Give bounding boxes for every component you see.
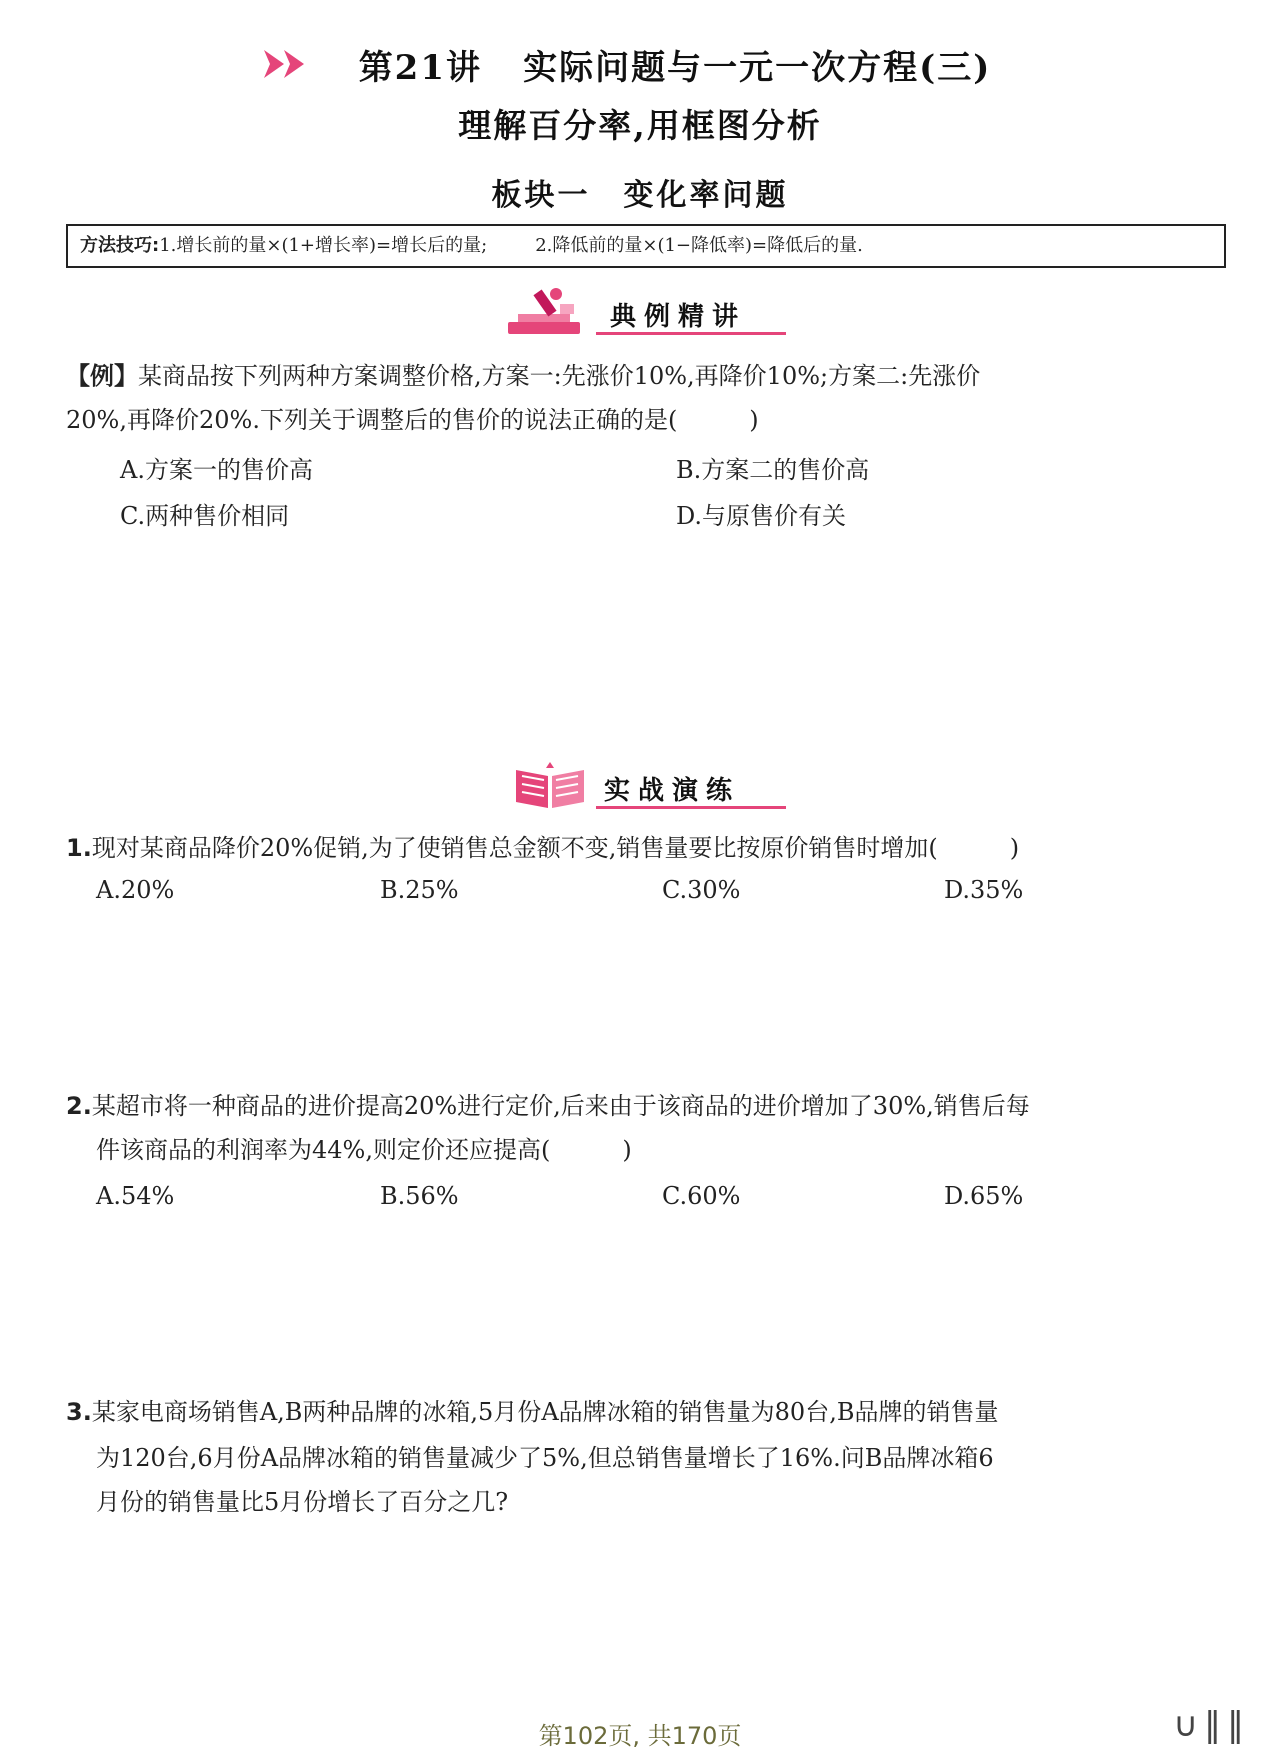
question-3-line-3: 月份的销售量比5月份增长了百分之几? <box>96 1488 509 1516</box>
example-tag: 【例】 <box>66 361 138 390</box>
scroll-control-icons[interactable] <box>1173 1705 1250 1745</box>
q1-option-a: A.20% <box>96 876 175 904</box>
question-text: 某家电商场销售A,B两种品牌的冰箱,5月份A品牌冰箱的销售量为80台,B品牌的销售量 <box>91 1398 999 1426</box>
method-tip-2: 2.降低前的量×(1−降低率)=降低后的量. <box>535 235 863 256</box>
question-text: 现对某商品降价20%促销,为了使销售总金额不变,销售量要比按原价销售时增加( ) <box>91 834 1020 862</box>
practice-badge <box>510 758 790 814</box>
method-label: 方法技巧: <box>80 235 160 256</box>
question-3-line-2: 为120台,6月份A品牌冰箱的销售量减少了5%,但总销售量增长了16%.问B品牌冰箱6 <box>96 1444 994 1472</box>
question-2-line-2: 件该商品的利润率为44%,则定价还应提高( ) <box>96 1136 632 1164</box>
q1-option-c: C.30% <box>662 876 741 904</box>
question-number: 2. <box>66 1092 92 1120</box>
example-option-d: D.与原售价有关 <box>676 502 847 530</box>
question-2 <box>66 1084 1030 1128</box>
q2-option-d: D.65% <box>944 1182 1024 1210</box>
page-indicator: 第102页, 共170页 <box>538 1722 742 1750</box>
q2-option-a: A.54% <box>96 1182 175 1210</box>
method-tips-box <box>66 224 1226 268</box>
example-badge <box>500 284 790 340</box>
q1-option-b: B.25% <box>380 876 459 904</box>
lecture-number: 第21讲 <box>358 48 483 88</box>
badge-underline <box>596 806 786 809</box>
microscope-icon <box>500 284 590 340</box>
example-option-a: A.方案一的售价高 <box>120 456 313 484</box>
question-3 <box>66 1390 998 1434</box>
book-icon <box>510 758 590 814</box>
example-line-2: 20%,再降价20%.下列关于调整后的售价的说法正确的是( ) <box>66 406 759 434</box>
method-tip-1: 1.增长前的量×(1+增长率)=增长后的量; <box>159 235 488 256</box>
question-text: 某超市将一种商品的进价提高20%进行定价,后来由于该商品的进价增加了30%,销售后每 <box>91 1092 1030 1120</box>
question-number: 3. <box>66 1398 92 1426</box>
example-badge-label: 典例精讲 <box>610 302 747 332</box>
practice-badge-label: 实战演练 <box>604 776 741 806</box>
question-1 <box>66 826 1019 870</box>
question-number: 1. <box>66 834 92 862</box>
q1-option-d: D.35% <box>944 876 1024 904</box>
bars-icon[interactable]: ‖‖ <box>1204 1705 1250 1745</box>
q2-option-b: B.56% <box>380 1182 459 1210</box>
section-title: 板块一 变化率问题 <box>491 178 789 213</box>
example-option-b: B.方案二的售价高 <box>676 456 870 484</box>
badge-underline <box>596 332 786 335</box>
lecture-subtitle: 理解百分率,用框图分析 <box>458 106 822 145</box>
example-option-c: C.两种售价相同 <box>120 502 290 530</box>
lecture-topic: 实际问题与一元一次方程(三) <box>523 48 992 88</box>
example-line-1 <box>66 354 980 398</box>
q2-option-c: C.60% <box>662 1182 741 1210</box>
example-text-1: 某商品按下列两种方案调整价格,方案一:先涨价10%,再降价10%;方案二:先涨价 <box>138 362 981 390</box>
scroll-icon[interactable]: ∪ <box>1173 1705 1204 1745</box>
lecture-title <box>0 40 1280 89</box>
